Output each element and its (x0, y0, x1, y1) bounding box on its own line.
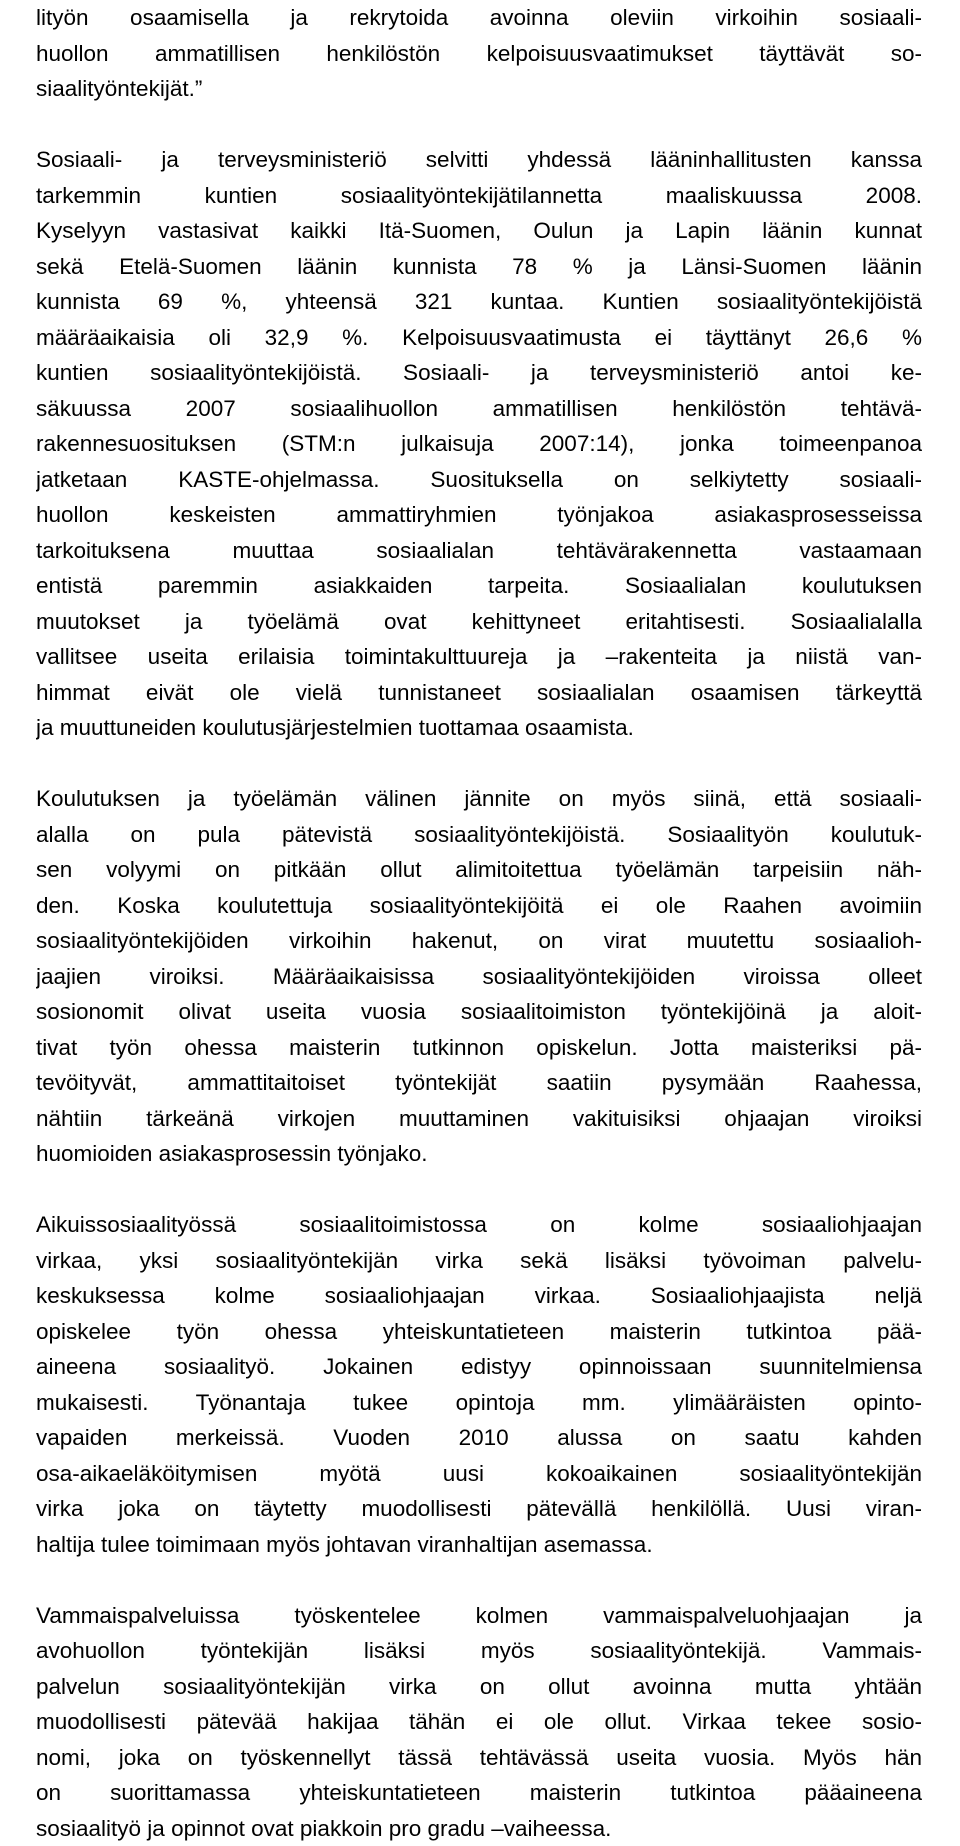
text-line: entistä paremmin asiakkaiden tarpeita. Sosiaalialan koulutuksen (36, 573, 922, 598)
text-line: alalla on pula pätevistä sosiaalityöntekijöistä. Sosiaalityön koulutuk- (36, 821, 922, 847)
paragraph (36, 1598, 922, 1846)
text-line: sosiaalityö ja opinnot ovat piakkoin pro gradu –vaiheessa. (36, 1815, 612, 1841)
text-line: keskuksessa kolme sosiaaliohjaajan virkaa. Sosiaaliohjaajista neljä (36, 1283, 922, 1308)
text-line: sosionomit olivat useita vuosia sosiaalitoimiston työntekijöinä ja aloit- (36, 999, 922, 1024)
paragraph (36, 1207, 922, 1562)
text-line: nomi, joka on työskennellyt tässä tehtävässä useita vuosia. Myös hän (36, 1744, 922, 1770)
text-line: sekä Etelä-Suomen läänin kunnista 78 % ja Länsi-Suomen läänin (36, 253, 922, 279)
paragraph-gap (36, 1562, 922, 1598)
text-line: Kyselyyn vastasivat kaikki Itä-Suomen, Oulun ja Lapin läänin kunnat (36, 218, 922, 243)
paragraph (36, 142, 922, 746)
text-line: tevöityvät, ammattitaitoiset työntekijät saatiin pysymään Raahessa, (36, 1070, 922, 1095)
text-line: vapaiden merkeissä. Vuoden 2010 alussa on saatu kahden (36, 1425, 922, 1450)
text-line: sen volyymi on pitkään ollut alimitoitettua työelämän tarpeisiin näh- (36, 857, 922, 882)
text-line: lityön osaamisella ja rekrytoida avoinna oleviin virkoihin sosiaali- (36, 5, 922, 30)
text-line: huollon ammatillisen henkilöstön kelpoisuusvaatimukset täyttävät so- (36, 40, 922, 66)
paragraph-gap (36, 1172, 922, 1208)
text-line: muodollisesti pätevää hakijaa tähän ei ole ollut. Virkaa tekee sosio- (36, 1709, 922, 1734)
text-line: avohuollon työntekijän lisäksi myös sosiaalityöntekijä. Vammais- (36, 1638, 922, 1663)
text-line: säkuussa 2007 sosiaalihuollon ammatillisen henkilöstön tehtävä- (36, 395, 922, 421)
text-line: osa-aikaeläköitymisen myötä uusi kokoaikainen sosiaalityöntekijän (36, 1460, 922, 1486)
text-line: sosiaalityöntekijöiden virkoihin hakenut, on virat muutettu sosiaalioh- (36, 928, 922, 953)
text-line: Vammaispalveluissa työskentelee kolmen vammaispalveluohjaajan ja (36, 1602, 922, 1628)
document-page (36, 0, 922, 1846)
text-line: virkaa, yksi sosiaalityöntekijän virka sekä lisäksi työvoiman palvelu- (36, 1247, 922, 1273)
text-line: tivat työn ohessa maisterin tutkinnon opiskelun. Jotta maisteriksi pä- (36, 1034, 922, 1060)
text-line: huollon keskeisten ammattiryhmien työnjakoa asiakasprosesseissa (36, 502, 922, 527)
paragraph (36, 0, 922, 107)
text-line: muutokset ja työelämä ovat kehittyneet eritahtisesti. Sosiaalialalla (36, 608, 922, 634)
text-line: haltija tulee toimimaan myös johtavan viranhaltijan asemassa. (36, 1531, 653, 1557)
text-line: rakennesuosituksen (STM:n julkaisuja 2007:14), jonka toimeenpanoa (36, 431, 922, 456)
paragraph (36, 781, 922, 1172)
text-line: palvelun sosiaalityöntekijän virka on ollut avoinna mutta yhtään (36, 1673, 922, 1699)
text-line: Aikuissosiaalityössä sosiaalitoimistossa on kolme sosiaaliohjaajan (36, 1212, 922, 1237)
text-line: nähtiin tärkeänä virkojen muuttaminen vakituisiksi ohjaajan viroiksi (36, 1105, 922, 1131)
text-line: Koulutuksen ja työelämän välinen jännite on myös siinä, että sosiaali- (36, 786, 922, 811)
paragraph-gap (36, 746, 922, 782)
text-line: on suorittamassa yhteiskuntatieteen maisterin tutkintoa pääaineena (36, 1780, 922, 1805)
text-line: himmat eivät ole vielä tunnistaneet sosiaalialan osaamisen tärkeyttä (36, 679, 922, 705)
text-line: huomioiden asiakasprosessin työnjako. (36, 1141, 428, 1166)
text-line: Sosiaali- ja terveysministeriö selvitti yhdessä lääninhallitusten kanssa (36, 147, 922, 172)
text-line: ja muuttuneiden koulutusjärjestelmien tuottamaa osaamista. (36, 715, 634, 740)
text-line: kunnista 69 %, yhteensä 321 kuntaa. Kuntien sosiaalityöntekijöistä (36, 289, 922, 314)
text-line: opiskelee työn ohessa yhteiskuntatieteen maisterin tutkintoa pää- (36, 1318, 922, 1344)
text-line: vallitsee useita erilaisia toimintakulttuureja ja –rakenteita ja niistä van- (36, 644, 922, 669)
text-line: den. Koska koulutettuja sosiaalityöntekijöitä ei ole Raahen avoimiin (36, 892, 922, 918)
text-line: aineena sosiaalityö. Jokainen edistyy opinnoissaan suunnitelmiensa (36, 1354, 922, 1379)
text-line: siaalityöntekijät.” (36, 76, 203, 101)
text-line: mukaisesti. Työnantaja tukee opintoja mm. ylimääräisten opinto- (36, 1389, 922, 1415)
text-line: jaajien viroiksi. Määräaikaisissa sosiaalityöntekijöiden viroissa olleet (36, 963, 922, 989)
text-line: määräaikaisia oli 32,9 %. Kelpoisuusvaatimusta ei täyttänyt 26,6 % (36, 324, 922, 350)
text-line: tarkoituksena muuttaa sosiaalialan tehtävärakennetta vastaamaan (36, 537, 922, 563)
text-line: jatketaan KASTE-ohjelmassa. Suosituksella on selkiytetty sosiaali- (36, 466, 922, 492)
text-line: tarkemmin kuntien sosiaalityöntekijätilannetta maaliskuussa 2008. (36, 182, 922, 208)
text-line: kuntien sosiaalityöntekijöistä. Sosiaali- ja terveysministeriö antoi ke- (36, 360, 922, 385)
paragraph-gap (36, 107, 922, 143)
text-line: virka joka on täytetty muodollisesti pätevällä henkilöllä. Uusi viran- (36, 1496, 922, 1521)
